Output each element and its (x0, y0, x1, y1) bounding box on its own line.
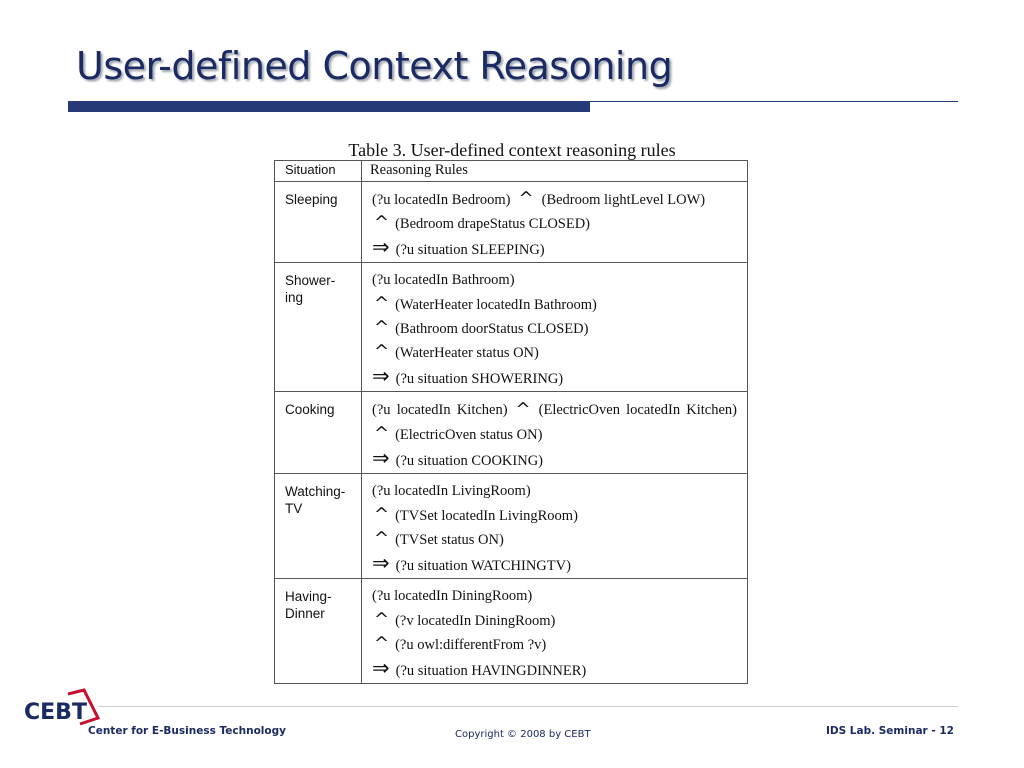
rule-line (372, 551, 737, 575)
rule-clause: (WaterHeater locatedIn Bathroom) (395, 297, 597, 313)
rule-line (372, 632, 737, 656)
table-body (275, 182, 748, 684)
rule-line (372, 503, 737, 527)
rule-line (372, 235, 737, 259)
table-row (275, 392, 748, 474)
rule-clause: (Bedroom lightLevel LOW) (541, 192, 706, 208)
rule-line (372, 292, 737, 316)
rule-line (372, 316, 737, 340)
rule-line (372, 608, 737, 632)
rule-clause: (TVSet status ON) (395, 532, 504, 548)
rule-line (372, 340, 737, 364)
rules-cell (362, 182, 748, 263)
situation-cell: Watching- TV (275, 474, 362, 579)
rule-clause: (?u locatedIn Bathroom) (372, 272, 515, 288)
and-symbol: ^ (374, 504, 390, 525)
table-row (275, 263, 748, 392)
and-symbol: ^ (374, 212, 390, 233)
rule-line (372, 656, 737, 680)
rule-clause: (?u situation HAVINGDINNER) (395, 663, 587, 679)
footer-page-label: IDS Lab. Seminar - 12 (825, 725, 954, 737)
and-symbol: ^ (374, 609, 390, 630)
rules-cell (362, 263, 748, 392)
and-symbol: ^ (374, 341, 390, 362)
table-caption: Table 3. User-defined context reasoning rules (348, 140, 676, 160)
and-symbol: ^ (374, 423, 390, 444)
rule-line (372, 422, 737, 446)
rule-line (372, 527, 737, 551)
situation-cell: Cooking (275, 392, 362, 474)
reasoning-rules-table (274, 160, 748, 684)
rule-clause: (?u situation WATCHINGTV) (395, 558, 571, 574)
table-row (275, 579, 748, 684)
table-row (275, 182, 748, 263)
rule-clause: (Bedroom drapeStatus CLOSED) (395, 216, 591, 232)
rule-clause: (?v locatedIn DiningRoom) (395, 613, 556, 629)
rule-clause: (?u situation SHOWERING) (395, 371, 564, 387)
header-situation: Situation (275, 161, 362, 182)
and-symbol: ^ (518, 188, 534, 209)
and-symbol: ^ (374, 633, 390, 654)
rules-cell (362, 474, 748, 579)
table-row (275, 474, 748, 579)
rule-clause: (?u locatedIn LivingRoom) (372, 483, 531, 499)
implies-symbol: ⇒ (372, 446, 390, 470)
title-underline-bar (68, 101, 590, 112)
footer-copyright: Copyright © 2008 by CEBT (455, 729, 591, 740)
and-symbol: ^ (515, 399, 531, 420)
rule-clause: (?u locatedIn Bedroom) (372, 192, 511, 208)
rule-clause: (?u locatedIn DiningRoom) (372, 588, 533, 604)
implies-symbol: ⇒ (372, 235, 390, 259)
implies-symbol: ⇒ (372, 364, 390, 388)
situation-cell: Shower- ing (275, 263, 362, 392)
rules-cell (362, 392, 748, 474)
logo-text: CEBT (24, 700, 87, 725)
situation-cell: Sleeping (275, 182, 362, 263)
implies-symbol: ⇒ (372, 656, 390, 680)
and-symbol: ^ (374, 293, 390, 314)
rule-clause: (ElectricOven locatedIn (538, 402, 681, 418)
footer-organization: Center for E-Business Technology (88, 725, 286, 737)
footer-divider (98, 706, 958, 707)
rule-clause: (Bathroom doorStatus CLOSED) (395, 321, 589, 337)
implies-symbol: ⇒ (372, 551, 390, 575)
rule-line (372, 268, 737, 292)
and-symbol: ^ (374, 528, 390, 549)
rule-clause: (WaterHeater status ON) (395, 345, 539, 361)
rule-clause-continued: Kitchen) (686, 402, 737, 418)
rule-line (372, 187, 737, 211)
rules-cell (362, 579, 748, 684)
rule-line (372, 211, 737, 235)
slide-title: User-defined Context Reasoning (76, 44, 673, 88)
header-reasoning-rules: Reasoning Rules (362, 161, 748, 182)
rule-clause: (?u situation SLEEPING) (395, 242, 545, 258)
rule-line (372, 364, 737, 388)
situation-cell: Having- Dinner (275, 579, 362, 684)
rule-line (372, 446, 737, 470)
rule-clause: (?u locatedIn Kitchen) (372, 402, 508, 418)
rule-line (372, 397, 737, 422)
rule-clause: (TVSet locatedIn LivingRoom) (395, 508, 578, 524)
table-header-row (275, 161, 748, 182)
title-underline-rule (590, 101, 958, 102)
rule-line (372, 584, 737, 608)
rule-clause: (?u owl:differentFrom ?v) (395, 637, 547, 653)
and-symbol: ^ (374, 317, 390, 338)
rule-clause: (?u situation COOKING) (395, 453, 544, 469)
rule-clause: (ElectricOven status ON) (395, 427, 543, 443)
rule-line (372, 479, 737, 503)
